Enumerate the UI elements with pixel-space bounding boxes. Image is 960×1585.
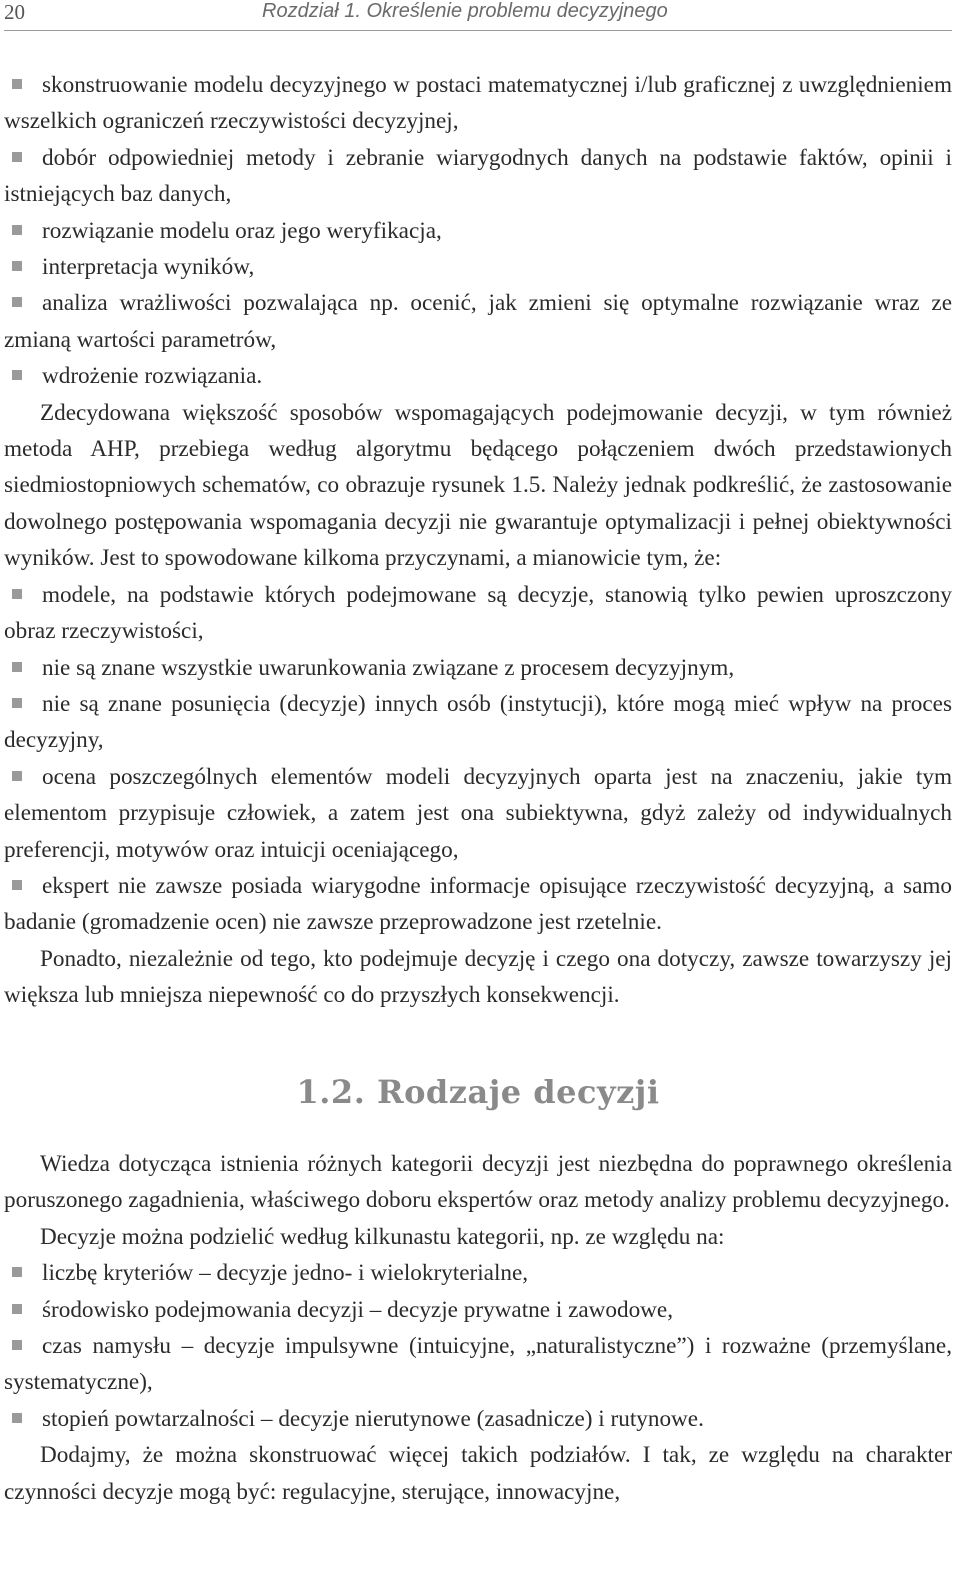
bullet-list-steps — [4, 67, 952, 395]
bullet-list-categories — [4, 1255, 952, 1437]
bullet-square-icon — [12, 1340, 22, 1350]
paragraph: Ponadto, niezależnie od tego, kto podejmuje decyzję i czego ona dotyczy, zawsze towarzyszy jej większa lub mniejsza niepewność co do przyszłych konsekwencji. — [4, 945, 952, 1009]
bullet-square-icon — [12, 589, 22, 599]
list-item: liczbę kryteriów – decyzje jedno- i wielokryterialne, — [4, 1255, 952, 1291]
bullet-square-icon — [12, 1304, 22, 1314]
bullet-square-icon — [12, 880, 22, 890]
list-item: rozwiązanie modelu oraz jego weryfikacja, — [4, 213, 952, 249]
paragraph: Wiedza dotycząca istnienia różnych kategorii decyzji jest niezbędna do poprawnego określenia poruszonego zagadnienia, właściwego doboru ekspertów oraz metody analizy problemu decyzyjnego. — [4, 1150, 952, 1214]
body-text — [4, 67, 952, 1510]
list-item: skonstruowanie modelu decyzyjnego w postaci matematycznej i/lub graficznej z uwzględnieniem wszelkich ograniczeń rzeczywistości decyzyjnej, — [4, 72, 952, 135]
list-item: analiza wrażliwości pozwalająca np. ocenić, jak zmieni się optymalne rozwiązanie wraz ze zmianą wartości parametrów, — [4, 290, 952, 353]
bullet-square-icon — [12, 297, 22, 307]
list-item: dobór odpowiedniej metody i zebranie wiarygodnych danych na podstawie faktów, opinii i istniejących baz danych, — [4, 144, 952, 208]
bullet-square-icon — [12, 698, 22, 708]
list-item: modele, na podstawie których podejmowane są decyzje, stanowią tylko pewien uproszczony obraz rzeczywistości, — [4, 581, 952, 645]
paragraph: Dodajmy, że można skonstruować więcej takich podziałów. I tak, ze względu na charakter czynności decyzje mogą być: regulacyjne, sterujące, innowacyjne, — [4, 1442, 952, 1505]
bullet-list-reasons — [4, 577, 952, 941]
list-item: środowisko podejmowania decyzji – decyzje prywatne i zawodowe, — [4, 1292, 952, 1328]
paragraph: Decyzje można podzielić według kilkunastu kategorii, np. ze względu na: — [40, 1223, 725, 1250]
section-heading: 1.2. Rodzaje decyzji — [296, 1072, 660, 1111]
list-item: nie są znane wszystkie uwarunkowania związane z procesem decyzyjnym, — [4, 650, 952, 686]
bullet-square-icon — [12, 1413, 22, 1423]
list-item: ekspert nie zawsze posiada wiarygodne informacje opisujące rzeczywistość decyzyjną, a samo badanie (gromadzenie ocen) nie zawsze przeprowadzone jest rzetelnie. — [4, 872, 952, 936]
list-item: ocena poszczególnych elementów modeli decyzyjnych oparta jest na znaczeniu, jakie tym elementom przypisuje człowiek, a zatem jest ona subiektywna, gdyż zależy od indywidualnych preferencji, motywów oraz intuicji oceniającego, — [4, 763, 952, 863]
bullet-square-icon — [12, 662, 22, 672]
list-item: stopień powtarzalności – decyzje nierutynowe (zasadnicze) i rutynowe. — [4, 1401, 952, 1437]
chapter-title: Rozdział 1. Określenie problemu decyzyjnego — [262, 0, 668, 22]
paragraph: Zdecydowana większość sposobów wspomagających podejmowanie decyzji, w tym również metoda AHP, przebiega według algorytmu będącego połączeniem dwóch przedstawionych siedmiostopniowych schematów, co obrazuje rysunek 1.5. Należy jednak podkreślić, że zastosowanie dowolnego postępowania wspomagania decyzji nie gwarantuje optymalizacji i pełnej obiektywności wyników. Jest to spowodowane kilkoma przyczynami, a mianowicie tym, że: — [4, 399, 952, 572]
page-number: 20 — [4, 0, 25, 24]
bullet-square-icon — [12, 1267, 22, 1277]
bullet-square-icon — [12, 152, 22, 162]
bullet-square-icon — [12, 771, 22, 781]
bullet-square-icon — [12, 261, 22, 271]
list-item: interpretacja wyników, — [4, 249, 952, 285]
bullet-square-icon — [12, 225, 22, 235]
bullet-square-icon — [12, 79, 22, 89]
list-item: nie są znane posunięcia (decyzje) innych osób (instytucji), które mogą mieć wpływ na proces decyzyjny, — [4, 690, 952, 754]
list-item: czas namysłu – decyzje impulsywne (intuicyjne, „naturalistyczne”) i rozważne (przemyślane, systematyczne), — [4, 1333, 952, 1396]
list-item: wdrożenie rozwiązania. — [4, 358, 952, 394]
running-header — [4, 0, 952, 31]
bullet-square-icon — [12, 370, 22, 380]
